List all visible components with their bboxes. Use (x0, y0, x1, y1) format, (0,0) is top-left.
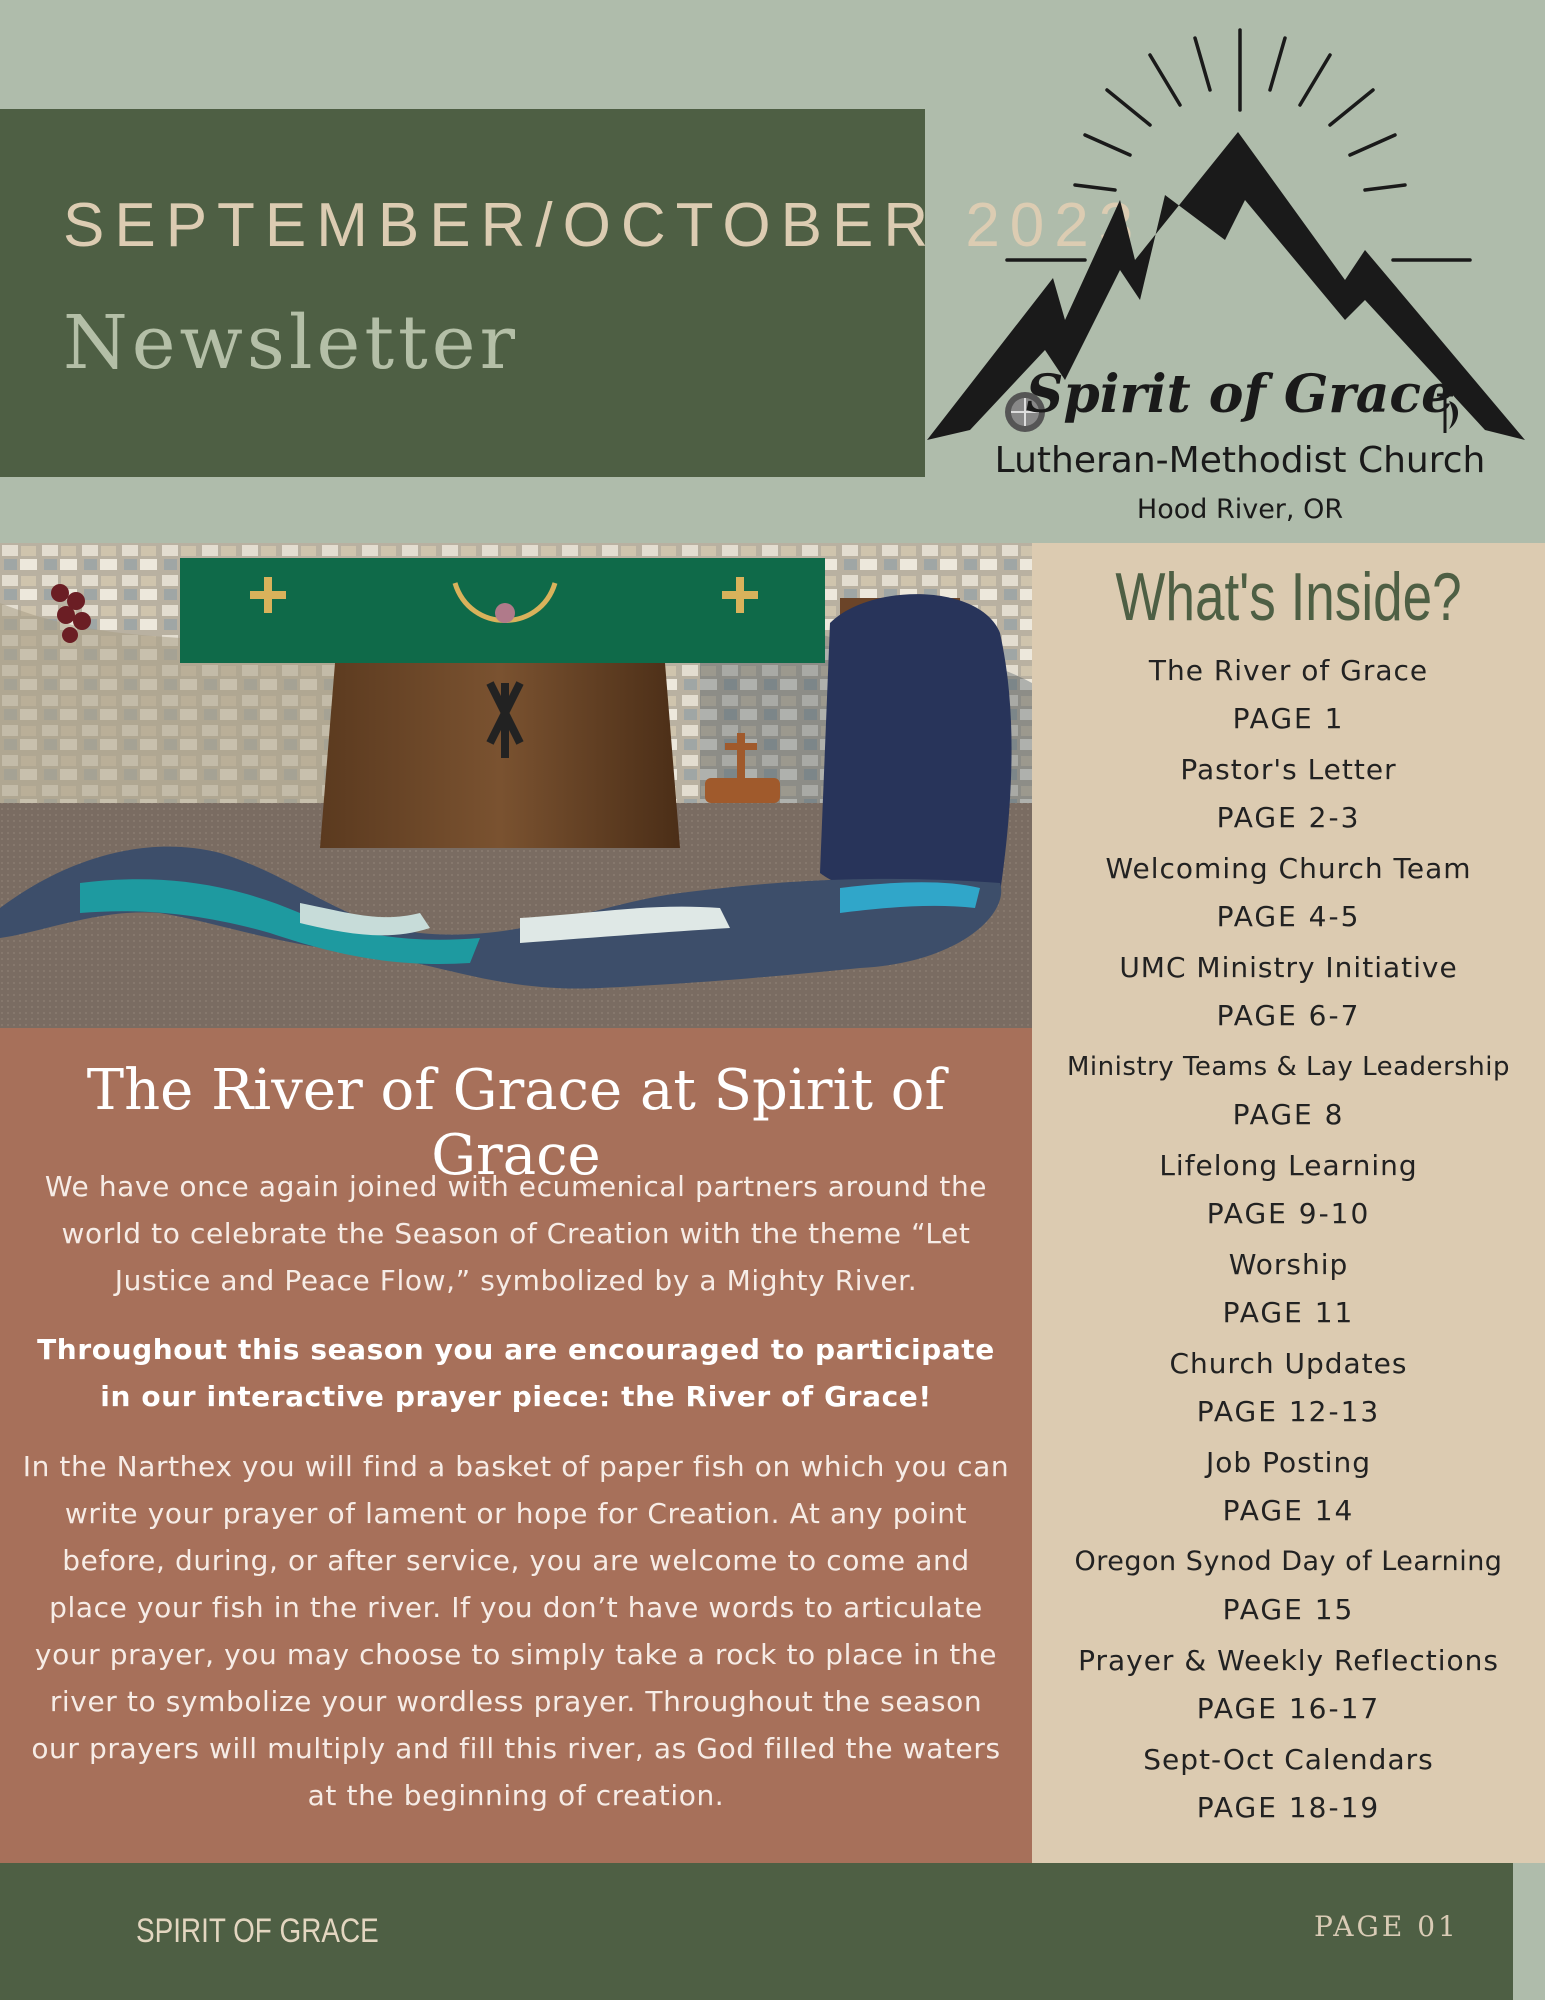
article-paragraph-1: We have once again joined with ecumenical partners around the world to celebrate the Season of Creation with the theme “Let Justice and Peace Flow,” symbolized by a Mighty River. (44, 1170, 988, 1297)
header-title-block (0, 109, 925, 477)
footer-church-name: SPIRIT OF GRACE (136, 1912, 379, 1950)
toc-item[interactable] (1032, 1637, 1545, 1736)
toc-item[interactable] (1032, 1142, 1545, 1241)
toc-item[interactable] (1032, 1340, 1545, 1439)
toc-item[interactable] (1032, 845, 1545, 944)
toc-item-page: PAGE 18-19 (1196, 1791, 1381, 1824)
toc-item-page: PAGE 12-13 (1196, 1395, 1381, 1428)
toc-item-name: Ministry Teams & Lay Leadership (1067, 1052, 1510, 1082)
church-logo (925, 20, 1545, 540)
toc-item-name: UMC Ministry Initiative (1119, 951, 1458, 984)
toc-item[interactable] (1032, 1241, 1545, 1340)
toc-item-name: Lifelong Learning (1159, 1149, 1418, 1182)
toc-item-page: PAGE 2-3 (1216, 801, 1361, 834)
footer-page-number: PAGE 01 (1314, 1910, 1459, 1943)
toc-item-page: PAGE 8 (1232, 1098, 1345, 1131)
toc-item[interactable] (1032, 944, 1545, 1043)
issue-date: SEPTEMBER/OCTOBER 2023 (63, 191, 1144, 260)
toc-item-page: PAGE 15 (1222, 1593, 1355, 1626)
article-paragraph-2: Throughout this season you are encouraged to participate in our interactive prayer piece: the River of Grace! (37, 1333, 995, 1413)
toc-item-name: Worship (1228, 1248, 1349, 1281)
toc-item[interactable] (1032, 1736, 1545, 1835)
toc-item-name: Sept-Oct Calendars (1143, 1743, 1434, 1776)
table-of-contents (1032, 647, 1545, 1835)
logo-name: Spirit of Grace (1025, 364, 1455, 425)
toc-item-page: PAGE 11 (1222, 1296, 1355, 1329)
toc-item-page: PAGE 1 (1232, 702, 1345, 735)
toc-item-name: The River of Grace (1148, 654, 1429, 687)
toc-item-page: PAGE 9-10 (1206, 1197, 1371, 1230)
toc-item[interactable] (1032, 647, 1545, 746)
toc-item-page: PAGE 14 (1222, 1494, 1355, 1527)
toc-item-page: PAGE 6-7 (1216, 999, 1361, 1032)
toc-item-page: PAGE 4-5 (1216, 900, 1361, 933)
toc-item[interactable] (1032, 746, 1545, 845)
article-title: The River of Grace at Spirit of Grace (86, 1058, 946, 1188)
toc-item-name: Prayer & Weekly Reflections (1078, 1644, 1499, 1677)
toc-item-name: Church Updates (1169, 1347, 1408, 1380)
altar-river-photo (0, 543, 1032, 1028)
toc-item[interactable] (1032, 1043, 1545, 1142)
toc-item[interactable] (1032, 1439, 1545, 1538)
article-paragraph-3: In the Narthex you will find a basket of paper fish on which you can write your prayer of lament or hope for Creation. At any point before, during, or after service, you are welcome to come and place your fish in the river. If you don’t have words to articulate your prayer, you may choose to simply take a rock to place in the river to symbolize your wordless prayer. Throughout the season our prayers will multiply and fill this river, as God filled the waters at the beginning of creation. (22, 1450, 1010, 1812)
toc-item-name: Welcoming Church Team (1105, 852, 1472, 885)
newsletter-heading: Newsletter (63, 300, 519, 386)
toc-item-name: Job Posting (1206, 1446, 1371, 1479)
contents-title: What's Inside? (1115, 559, 1462, 635)
toc-item-name: Pastor's Letter (1180, 753, 1397, 786)
toc-item-name: Oregon Synod Day of Learning (1074, 1546, 1503, 1577)
toc-item[interactable] (1032, 1538, 1545, 1637)
logo-church: Lutheran-Methodist Church (994, 440, 1486, 481)
logo-location: Hood River, OR (1136, 494, 1344, 525)
toc-item-page: PAGE 16-17 (1196, 1692, 1381, 1725)
